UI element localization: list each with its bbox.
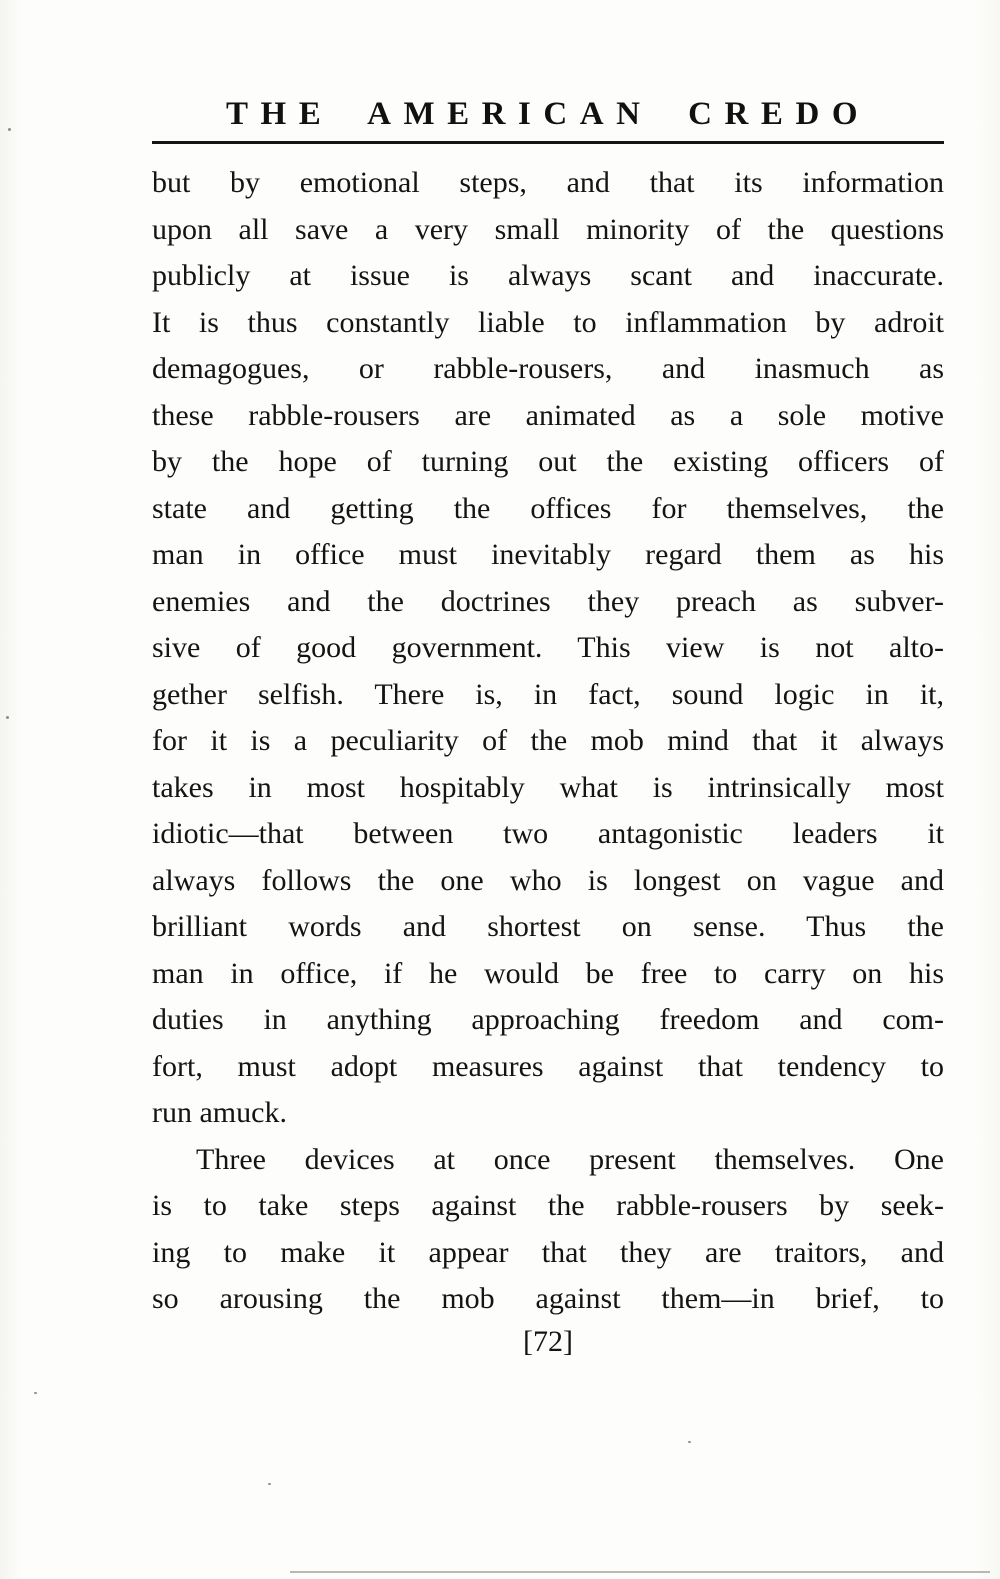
- text-line: but by emotional steps, and that its information: [152, 166, 944, 199]
- text-line: these rabble-rousers are animated as a sole motive: [152, 398, 944, 432]
- scan-speck: [8, 128, 11, 131]
- text-line: brilliant words and shortest on sense. Thus the: [152, 910, 944, 943]
- text-line: demagogues, or rabble-rousers, and inasmuch as: [152, 352, 944, 385]
- page-header-title: THE AMERICAN CREDO: [225, 96, 871, 132]
- text-line: for it is a peculiarity of the mob mind that it always: [152, 724, 944, 757]
- text-line: sive of good government. This view is not alto-: [152, 631, 944, 664]
- text-line: is to take steps against the rabble-rousers by seek-: [152, 1189, 944, 1222]
- scan-speck: [6, 716, 9, 719]
- text-line: duties in anything approaching freedom and com-: [152, 1003, 944, 1036]
- scan-speck: [34, 1392, 37, 1394]
- text-line: It is thus constantly liable to inflammation by adroit: [152, 305, 944, 339]
- text-line: man in office must inevitably regard them as his: [152, 538, 944, 571]
- text-line: fort, must adopt measures against that tendency to: [152, 1049, 944, 1083]
- paragraph: [152, 1137, 944, 1323]
- text-line: man in office, if he would be free to carry on his: [152, 956, 944, 990]
- text-line: always follows the one who is longest on vague and: [152, 863, 944, 897]
- text-line: idiotic—that between two antagonistic leaders it: [152, 817, 944, 850]
- page-number: [72]: [523, 1325, 573, 1358]
- text-line: enemies and the doctrines they preach as subver-: [152, 584, 944, 618]
- running-header: [152, 96, 944, 144]
- text-line: takes in most hospitably what is intrinsically most: [152, 770, 944, 804]
- text-line: ing to make it appear that they are traitors, and: [152, 1235, 944, 1269]
- text-line: so arousing the mob against them—in brief, to: [152, 1282, 944, 1315]
- scan-edge-line: [290, 1571, 990, 1573]
- paragraph: [152, 160, 944, 1137]
- text-line: upon all save a very small minority of the questions: [152, 212, 944, 246]
- scan-speck: [268, 1483, 271, 1485]
- header-rule: [152, 141, 944, 144]
- text-line: state and getting the offices for themselves, the: [152, 491, 944, 525]
- text-line: by the hope of turning out the existing officers of: [152, 445, 944, 478]
- text-line: Three devices at once present themselves. One: [196, 1142, 944, 1176]
- text-line: publicly at issue is always scant and inaccurate.: [152, 259, 944, 292]
- body-text: [152, 160, 944, 1323]
- text-line: run amuck.: [152, 1096, 287, 1129]
- scan-speck: [688, 1441, 691, 1443]
- text-line: gether selfish. There is, in fact, sound logic in it,: [152, 677, 944, 711]
